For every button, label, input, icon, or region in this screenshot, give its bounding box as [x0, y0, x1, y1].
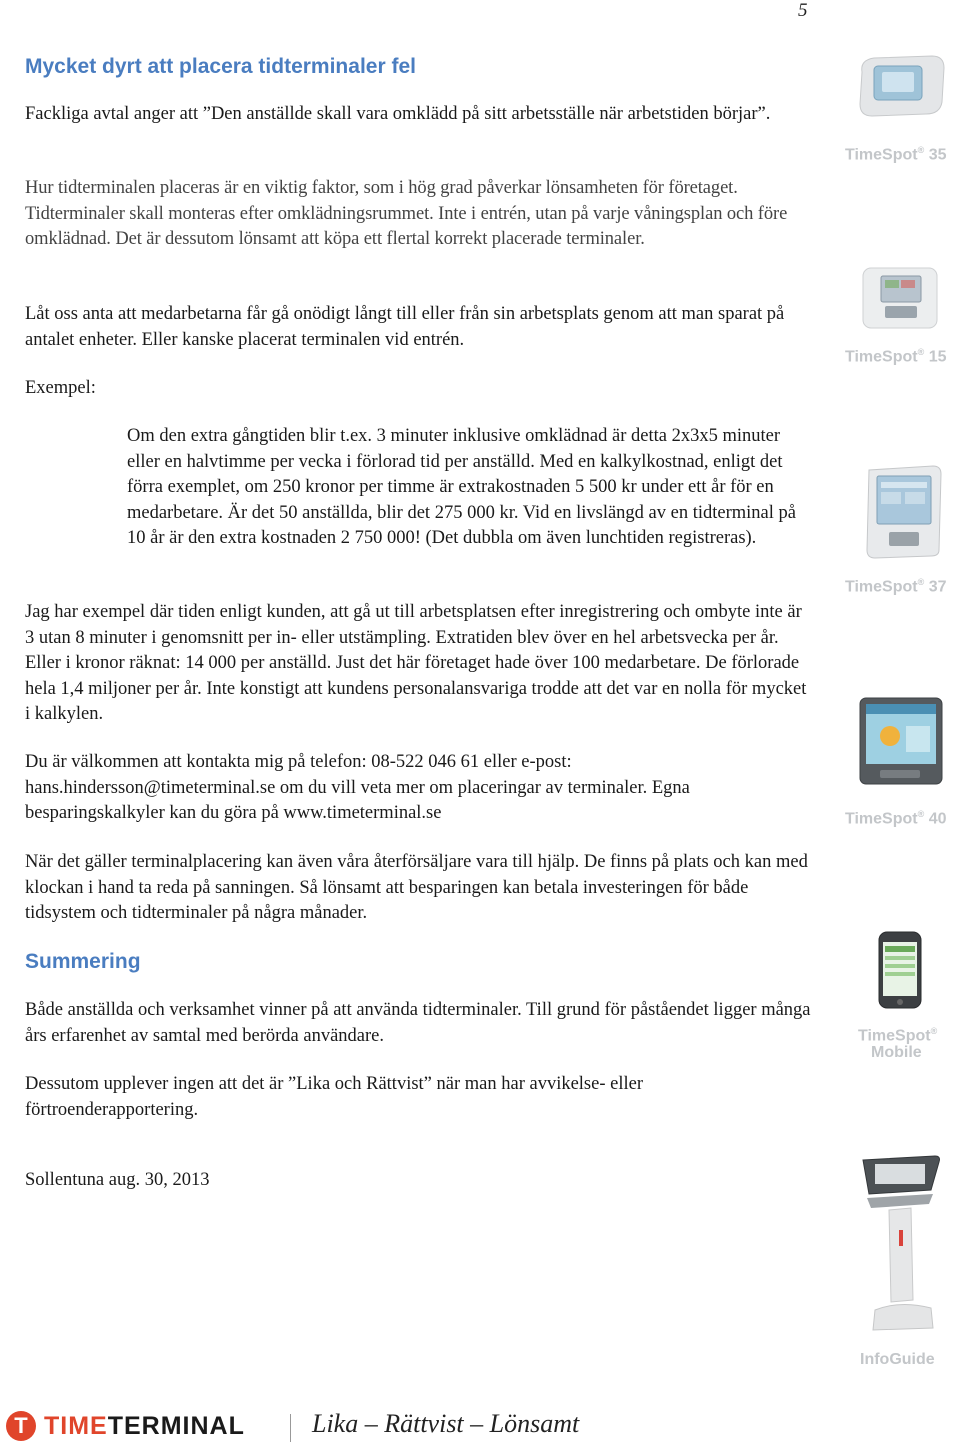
timeterminal-logo: TIMETERMINAL: [44, 1412, 245, 1440]
page-number: 5: [798, 0, 808, 21]
product-label-timespot-15: TimeSpot® 15: [845, 347, 947, 366]
timespot-35-device-image: [845, 52, 955, 122]
timeterminal-logo-icon: T: [6, 1411, 36, 1441]
paragraph: Hur tidterminalen placeras är en viktig faktor, som i hög grad påverkar lönsamheten för företaget. Tidterminaler skall monteras efter omklädningsrummet. Inte i entrén, utan på varje våningsplan och före omklädnad. Det är dessutom lönsamt att köpa ett flertal korrekt placerade terminaler.: [25, 178, 788, 249]
section-heading: Summering: [25, 950, 141, 973]
timespot-40-device-image: [845, 692, 955, 792]
product-label-timespot-40: TimeSpot® 40: [845, 809, 947, 828]
example-paragraph: Om den extra gångtiden blir t.ex. 3 minuter inklusive omklädnad är detta 2x3x5 minuter eller en halvtimme per vecka i förlorad tid per anställd. Med en kalkylkostnad, enligt det förra exemplet, om 250 kronor per timme är extrakostnaden 5 500 kr under ett år för en medarbetare. Är det 50 anställda, blir det 275 000 kr. Vid en livslängd av en tidterminal på 10 år är den extra kostnaden 2 750 000! (Det dubbla om även lunchtiden registreras).: [127, 426, 796, 548]
paragraph: Låt oss anta att medarbetarna får gå onödigt långt till eller från sin arbetsplats genom att man sparat på antalet enheter. Eller kanske placerat terminalen vid entrén.: [25, 304, 785, 350]
signoff: Sollentuna aug. 30, 2013: [25, 1170, 210, 1190]
product-label-infoguide: InfoGuide: [860, 1351, 935, 1368]
example-label: Exempel:: [25, 378, 96, 398]
timespot-37-device-image: [845, 462, 955, 562]
timespot-mobile-device-image: [845, 930, 955, 1010]
product-label-timespot-35: TimeSpot® 35: [845, 145, 947, 164]
timespot-15-device-image: [845, 262, 955, 334]
footer-divider: [290, 1414, 291, 1442]
paragraph: Fackliga avtal anger att ”Den anställde skall vara omklädd på sitt arbetsställe när arbetstiden börjar”.: [25, 104, 771, 124]
paragraph: Jag har exempel där tiden enligt kunden, att gå ut till arbetsplatsen efter inregistrering och ombyte inte är 3 utan 8 minuter i genomsnitt per in- eller utstämpling. Extratiden blev över en hel arbetsvecka per år. Eller i kronor räknat: 14 000 per anställd. Just det här företaget hade över 100 medarbetare. De förlorade hela 1,4 miljoner per år. Inte konstigt att kundens personalansvariga trodde att det var en nolla för mycket i kalkylen.: [25, 602, 807, 724]
paragraph: Dessutom upplever ingen att det är ”Lika och Rättvist” när man har avvikelse- eller förtroenderapportering.: [25, 1074, 643, 1120]
infoguide-kiosk-image: [845, 1150, 955, 1340]
footer: [0, 1398, 960, 1451]
contact-paragraph: Du är välkommen att kontakta mig på telefon: 08-522 046 61 eller e-post: hans.hindersson@timeterminal.se om du vill veta mer om placeringar av terminaler. Egna besparingskalkyler kan du göra på www.timeterminal.se: [25, 752, 690, 823]
section-heading: Mycket dyrt att placera tidterminaler fel: [25, 55, 416, 78]
product-label-timespot-37: TimeSpot® 37: [845, 577, 947, 596]
product-label-timespot-mobile: TimeSpot® Mobile: [858, 1026, 938, 1062]
paragraph: Både anställda och verksamhet vinner på att använda tidterminaler. Till grund för påståendet ligger många års erfarenhet av samtal med berörda användare.: [25, 1000, 811, 1046]
paragraph: När det gäller terminalplacering kan även våra återförsäljare vara till hjälp. De finns på plats och kan med klockan i hand ta reda på sanningen. Så lönsamt att besparingen kan betala investeringen för både tidsystem och tidterminaler på några månader.: [25, 852, 808, 923]
tagline: Lika – Rättvist – Lönsamt: [312, 1409, 580, 1438]
